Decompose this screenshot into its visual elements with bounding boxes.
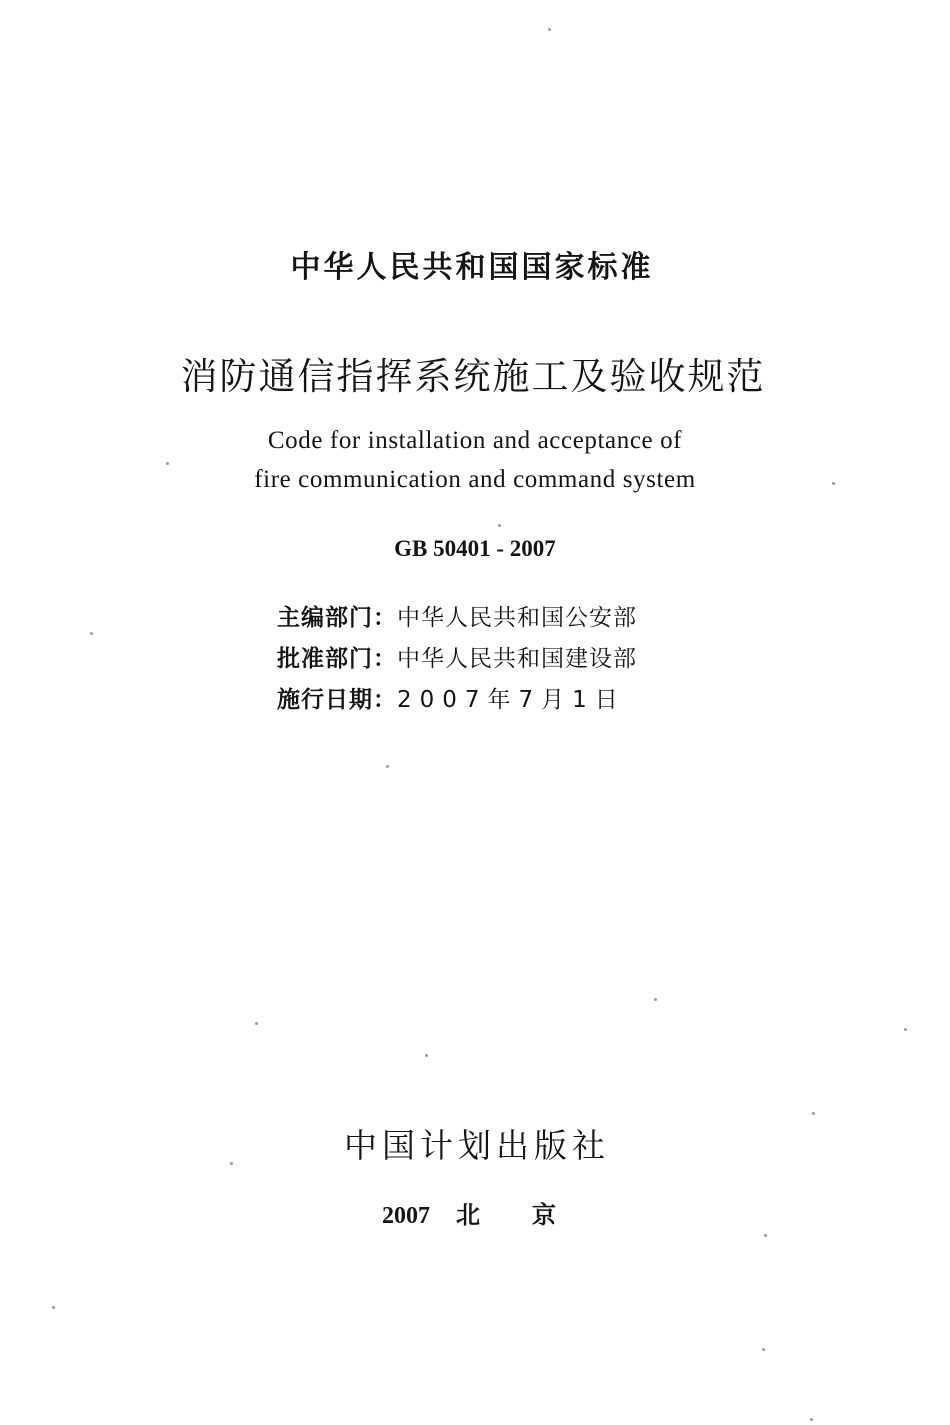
scan-speck — [230, 1162, 233, 1165]
publisher-name: 中国计划出版社 — [344, 1126, 610, 1165]
standard-number: GB 50401 - 2007 — [394, 536, 556, 561]
publication-line — [382, 1195, 608, 1230]
english-title-line-2: fire communication and command system — [254, 466, 696, 493]
publication-year: 2007 — [382, 1203, 430, 1229]
scan-speck — [832, 482, 835, 485]
effective-date-value: 2007年7月1日 — [397, 687, 626, 713]
issuing-info — [277, 598, 637, 721]
scan-speck — [90, 632, 93, 635]
scan-speck — [904, 1028, 907, 1031]
approver-value: 中华人民共和国建设部 — [397, 646, 637, 672]
scan-speck — [764, 1234, 767, 1237]
scan-speck — [654, 998, 657, 1001]
scan-speck — [812, 1112, 815, 1115]
scan-speck — [548, 28, 551, 31]
scan-speck — [386, 765, 389, 768]
effective-date-row — [277, 680, 637, 721]
scan-speck — [810, 1418, 813, 1421]
scan-speck — [166, 462, 169, 465]
scan-speck — [52, 1306, 55, 1309]
scan-speck — [498, 524, 501, 527]
effective-date-label: 施行日期： — [277, 687, 397, 713]
editor-label: 主编部门： — [277, 605, 397, 631]
editor-value: 中华人民共和国公安部 — [397, 605, 637, 631]
english-title-line-1: Code for installation and acceptance of — [267, 427, 683, 454]
scan-speck — [255, 1022, 258, 1025]
chinese-title: 消防通信指挥系统施工及验收规范 — [180, 355, 766, 398]
scan-speck — [425, 1054, 428, 1057]
publication-city: 北京 — [456, 1201, 608, 1229]
scan-speck — [762, 1348, 765, 1351]
approver-row — [277, 639, 637, 680]
standard-series-heading: 中华人民共和国国家标准 — [290, 250, 654, 285]
editor-row — [277, 598, 637, 639]
approver-label: 批准部门： — [277, 646, 397, 672]
